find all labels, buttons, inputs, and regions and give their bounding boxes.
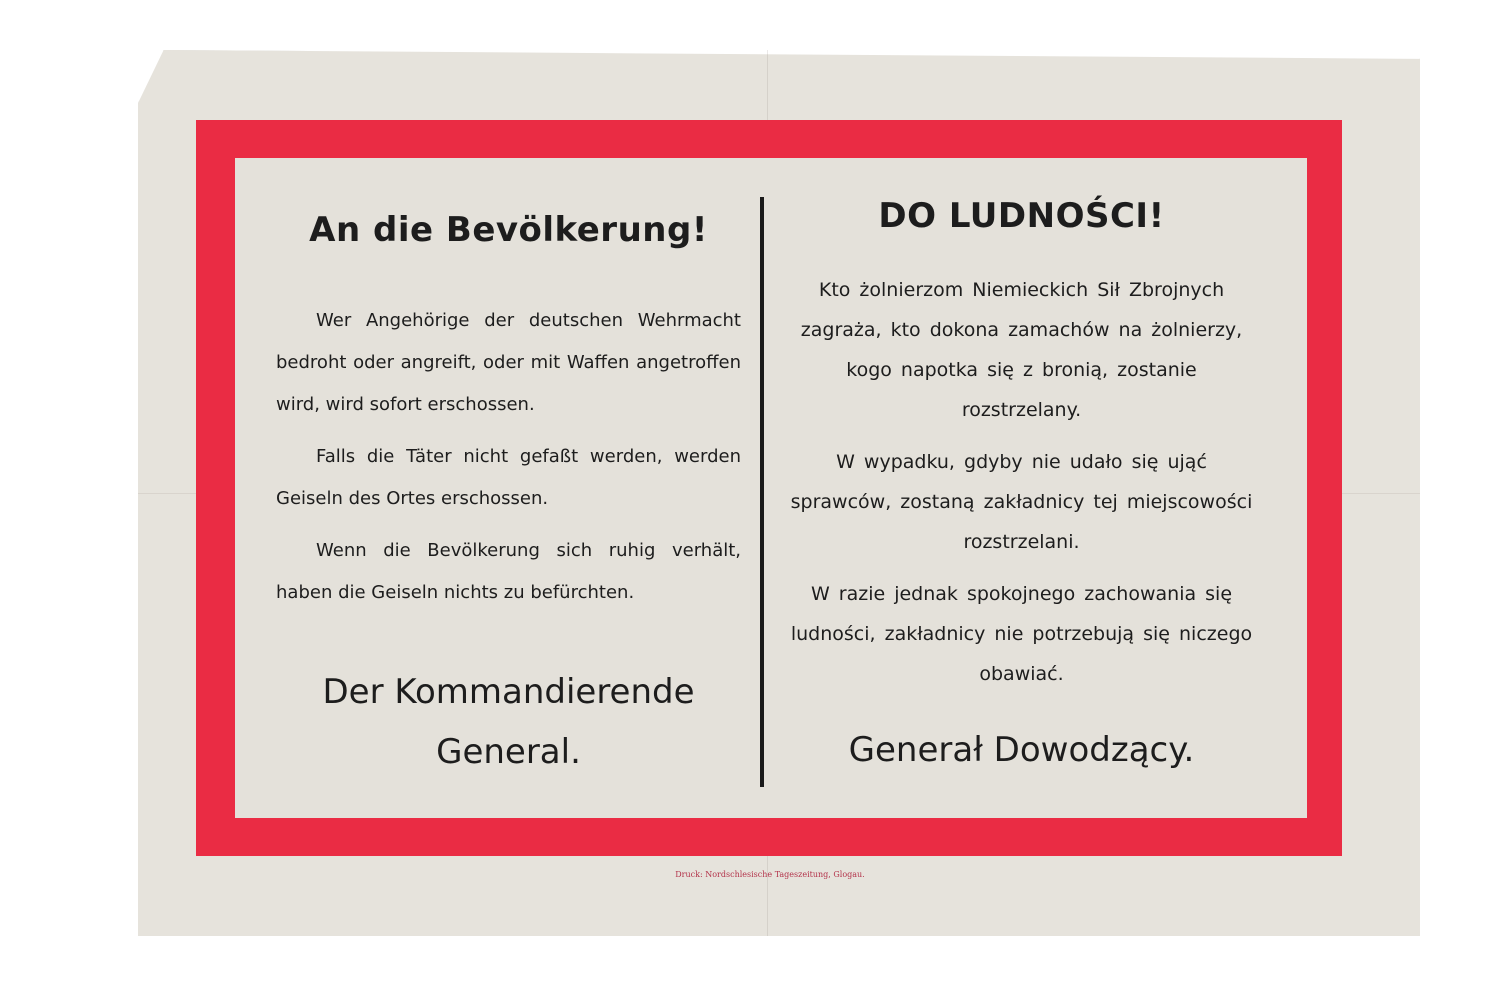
german-paragraph-3: Wenn die Bevölkerung sich ruhig verhält, haben die Geiseln nichts zu befürchten. [276,540,741,603]
german-signature [276,662,741,782]
german-column [276,210,741,782]
german-signature-line-2: General. [436,732,581,772]
polish-paragraph-2: W wypadku, gdyby nie udało się ująć sprawców, zostaną zakładnicy tej miejscowości rozstrzelani. [790,451,1253,553]
polish-paragraph-3: W razie jednak spokojnego zachowania się ludności, zakładnicy nie potrzebują się niczego obawiać. [790,583,1253,685]
german-paragraph-2: Falls die Täter nicht gefaßt werden, werden Geiseln des Ortes erschossen. [276,446,741,509]
german-heading: An die Bevölkerung! [309,210,708,250]
german-paragraph-1: Wer Angehörige der deutschen Wehrmacht bedroht oder angreift, oder mit Waffen angetroffen wird, wird sofort erschossen. [276,310,741,415]
polish-column [784,196,1259,780]
polish-heading: DO LUDNOŚCI! [878,196,1165,236]
german-signature-line-1: Der Kommandierende [322,672,695,712]
polish-paragraph-1: Kto żolnierzom Niemieckich Sił Zbrojnych zagraża, kto dokona zamachów na żolnierzy, kogo napotka się z bronią, zostanie rozstrzelany. [800,279,1243,421]
column-divider [760,197,764,787]
printer-imprint: Druck: Nordschlesische Tageszeitung, Glogau. [675,870,865,879]
polish-signature: Generał Dowodzący. [848,730,1195,770]
